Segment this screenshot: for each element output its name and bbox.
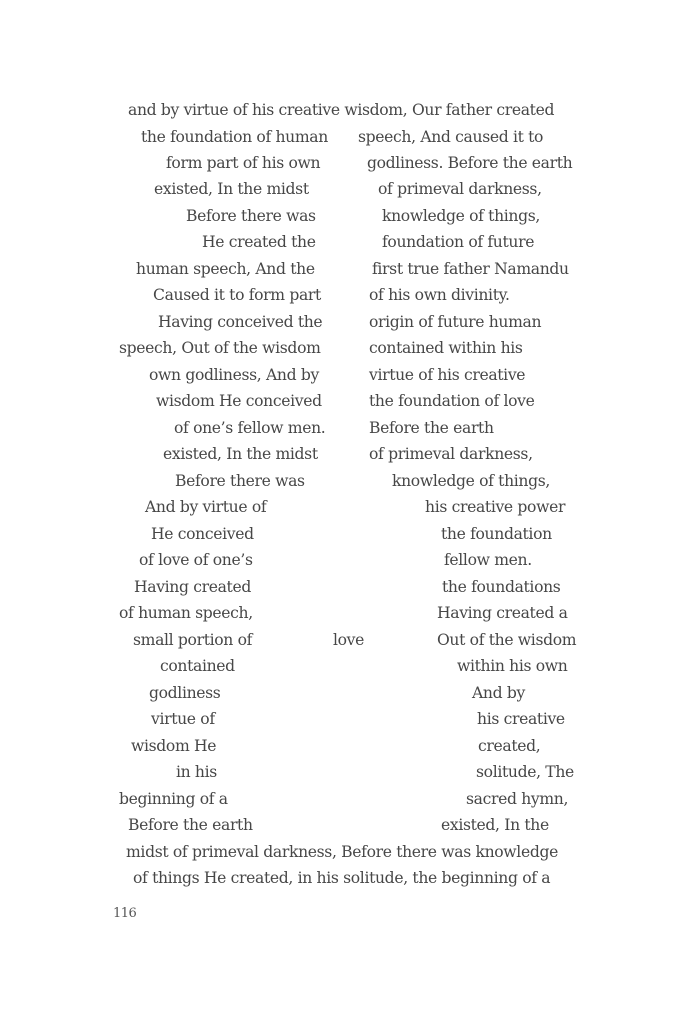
poem-line-right: of primeval darkness, — [369, 445, 533, 463]
poem-line-right: knowledge of things, — [392, 472, 550, 490]
poem-line-left: Having created — [134, 578, 251, 596]
poem-line-left: in his — [176, 763, 217, 781]
poem-line-left: own godliness, And by — [149, 366, 319, 384]
poem-line-left: of human speech, — [119, 604, 253, 622]
poem-line-right: Having created a — [437, 604, 568, 622]
poem-line-left: form part of his own — [166, 154, 321, 172]
poem-line-right: his creative power — [425, 498, 566, 516]
poem-line-left: Before there was — [175, 472, 305, 490]
poem-line-right: fellow men. — [444, 551, 532, 569]
poem-line-right: the foundation of love — [369, 392, 535, 410]
poem-line-right: virtue of his creative — [369, 366, 526, 384]
poem-line-right: speech, And caused it to — [358, 128, 544, 146]
poem-line-left: He created the — [202, 233, 316, 251]
poem-line-right: sacred hymn, — [466, 790, 569, 808]
poem-line-left: virtue of — [151, 710, 215, 728]
poem-line-left: the foundation of human — [141, 128, 328, 146]
poem-line-left: existed, In the midst — [163, 445, 318, 463]
poem-line-left: human speech, And the — [136, 260, 315, 278]
poem-line-right: origin of future human — [369, 313, 542, 331]
poem-line-left: Before the earth — [128, 816, 253, 834]
poem-line-full: and by virtue of his creative wisdom, Our father created — [128, 101, 555, 119]
poem-line-left: existed, In the midst — [154, 180, 309, 198]
poem-line-left: wisdom He — [131, 737, 217, 755]
poem-line-left: godliness — [149, 684, 221, 702]
poem-line-right: of primeval darkness, — [378, 180, 542, 198]
poem-line-right: foundation of future — [382, 233, 535, 251]
poem-line-right: existed, In the — [441, 816, 549, 834]
poem-line-right: contained within his — [369, 339, 523, 357]
poem-line-right: the foundation — [441, 525, 552, 543]
poem-line-left: of one’s fellow men. — [174, 419, 326, 437]
poem-line-full: of things He created, in his solitude, the beginning of a — [133, 869, 551, 887]
poem-line-right: And by — [472, 684, 525, 702]
poem-line-left: contained — [160, 657, 235, 675]
poem-line-left: And by virtue of — [145, 498, 267, 516]
poem-line-left: Before there was — [186, 207, 316, 225]
poem-line-left: speech, Out of the wisdom — [119, 339, 321, 357]
poem-line-left: small portion of — [133, 631, 253, 649]
poem-line-right: created, — [478, 737, 541, 755]
poem-line-left: beginning of a — [119, 790, 228, 808]
page-number: 116 — [113, 906, 137, 921]
poem-line-left: Caused it to form part — [153, 286, 321, 304]
poem-line-right: first true father Namandu — [372, 260, 569, 278]
poem-line-left: He conceived — [151, 525, 254, 543]
poem-line-left: wisdom He conceived — [156, 392, 322, 410]
poem-line-right: solitude, The — [476, 763, 574, 781]
poem-line-right: within his own — [457, 657, 568, 675]
poem-line-left: Having conceived the — [158, 313, 323, 331]
poem-center-word: love — [333, 631, 365, 649]
poem-line-full: midst of primeval darkness, Before there was knowledge — [126, 843, 558, 861]
poem-line-right: Out of the wisdom — [437, 631, 577, 649]
poem-line-right: knowledge of things, — [382, 207, 540, 225]
poem-line-right: of his own divinity. — [369, 286, 510, 304]
poem-line-right: his creative — [477, 710, 565, 728]
poem-line-right: the foundations — [442, 578, 561, 596]
poem-line-right: godliness. Before the earth — [367, 154, 573, 172]
poem-line-right: Before the earth — [369, 419, 494, 437]
poem-line-left: of love of one’s — [139, 551, 253, 569]
